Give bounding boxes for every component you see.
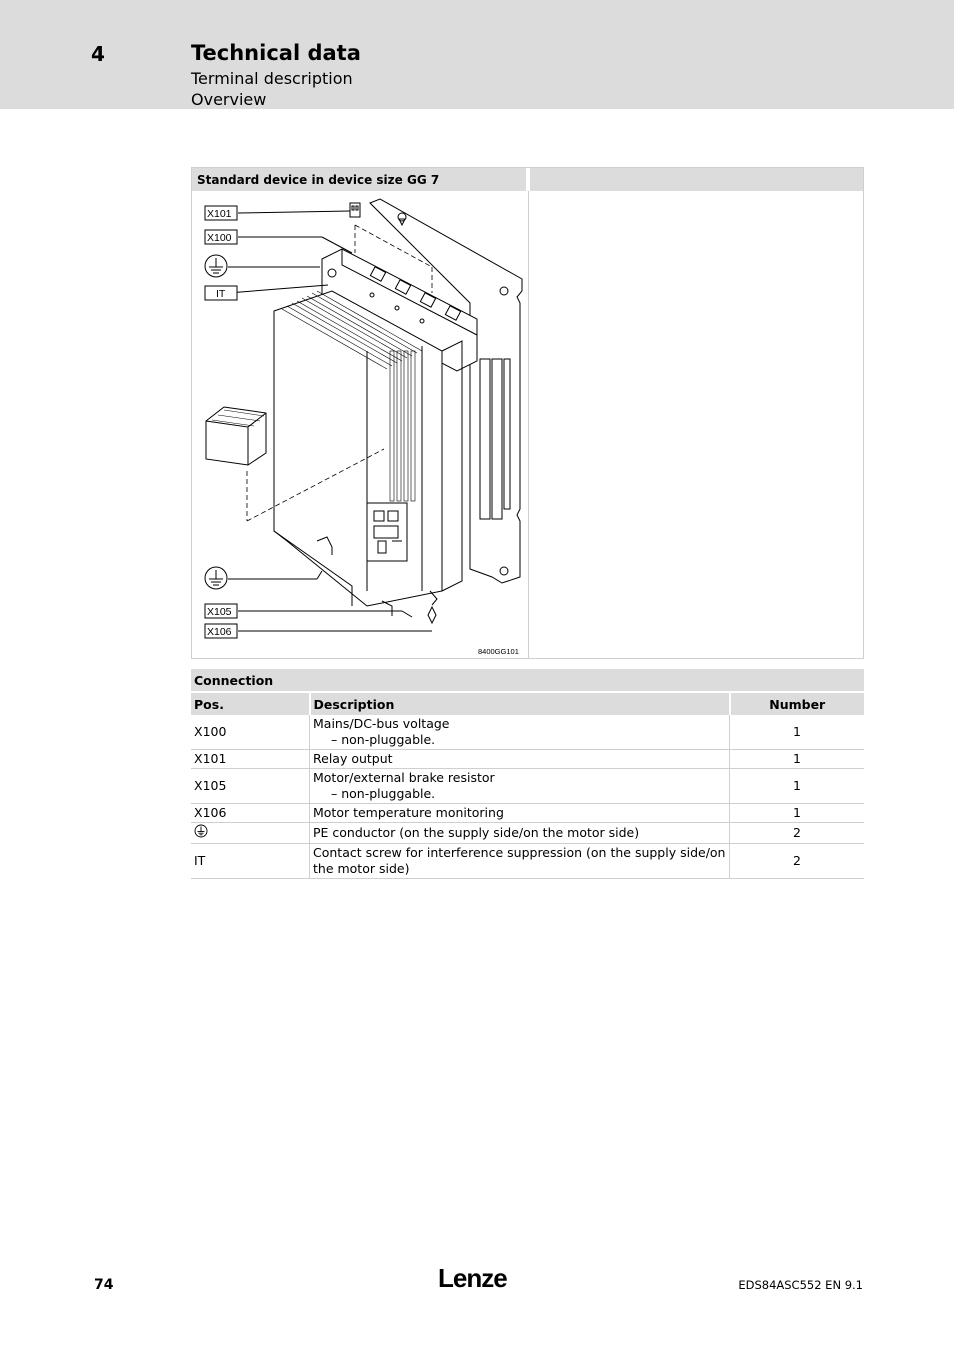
description-subtext: – non-pluggable. (331, 786, 436, 801)
figure-caption: Standard device in device size GG 7 (192, 168, 528, 191)
document-reference: EDS84ASC552 EN 9.1 (738, 1278, 863, 1292)
col-header-description: Description (310, 693, 730, 715)
figure-header-empty (530, 168, 863, 191)
label-x100: X100 (207, 232, 232, 244)
table-row (191, 750, 864, 769)
earth-ground-icon (194, 824, 208, 838)
cell-number: 1 (730, 750, 865, 769)
device-drawing (192, 191, 528, 658)
col-header-pos: Pos. (191, 693, 310, 715)
label-x106: X106 (207, 626, 232, 638)
cell-description: Motor temperature monitoring (310, 804, 730, 823)
description-subtext: – non-pluggable. (331, 732, 436, 747)
cell-number: 1 (730, 804, 865, 823)
cell-pos: X106 (191, 804, 310, 823)
col-header-number: Number (730, 693, 865, 715)
cell-description (310, 769, 730, 804)
cell-number: 1 (730, 769, 865, 804)
cell-number: 2 (730, 823, 865, 844)
cell-pos: X101 (191, 750, 310, 769)
table-row (191, 823, 864, 844)
description-text: Motor/external brake resistor (313, 770, 495, 785)
label-it: IT (216, 288, 226, 300)
cell-number: 2 (730, 844, 865, 879)
section-title: Terminal description (191, 69, 353, 88)
page-header (0, 0, 954, 109)
table-header-row (191, 693, 864, 715)
table-row (191, 769, 864, 804)
lenze-logo: Lenze (438, 1263, 507, 1293)
cell-pos: X105 (191, 769, 310, 804)
cell-description: Relay output (310, 750, 730, 769)
cell-description (310, 715, 730, 750)
chapter-number: 4 (91, 42, 105, 66)
description-text: Mains/DC-bus voltage (313, 716, 450, 731)
cell-description: Contact screw for interference suppression (on the supply side/on the motor side) (310, 844, 730, 879)
cell-number: 1 (730, 715, 865, 750)
table-row (191, 844, 864, 879)
cell-description: PE conductor (on the supply side/on the motor side) (310, 823, 730, 844)
connection-title: Connection (191, 669, 864, 691)
connection-table (191, 669, 864, 879)
label-x101: X101 (207, 208, 232, 220)
figure-divider (528, 191, 529, 658)
cell-pos: IT (191, 844, 310, 879)
table-row (191, 804, 864, 823)
page-number: 74 (94, 1277, 114, 1293)
cell-pos (191, 823, 310, 844)
label-x105: X105 (207, 606, 232, 618)
figure-id: 8400GG101 (478, 647, 519, 656)
figure-table (191, 167, 864, 659)
table-row (191, 715, 864, 750)
chapter-title: Technical data (191, 41, 361, 65)
subsection-title: Overview (191, 90, 267, 109)
cell-pos: X100 (191, 715, 310, 750)
